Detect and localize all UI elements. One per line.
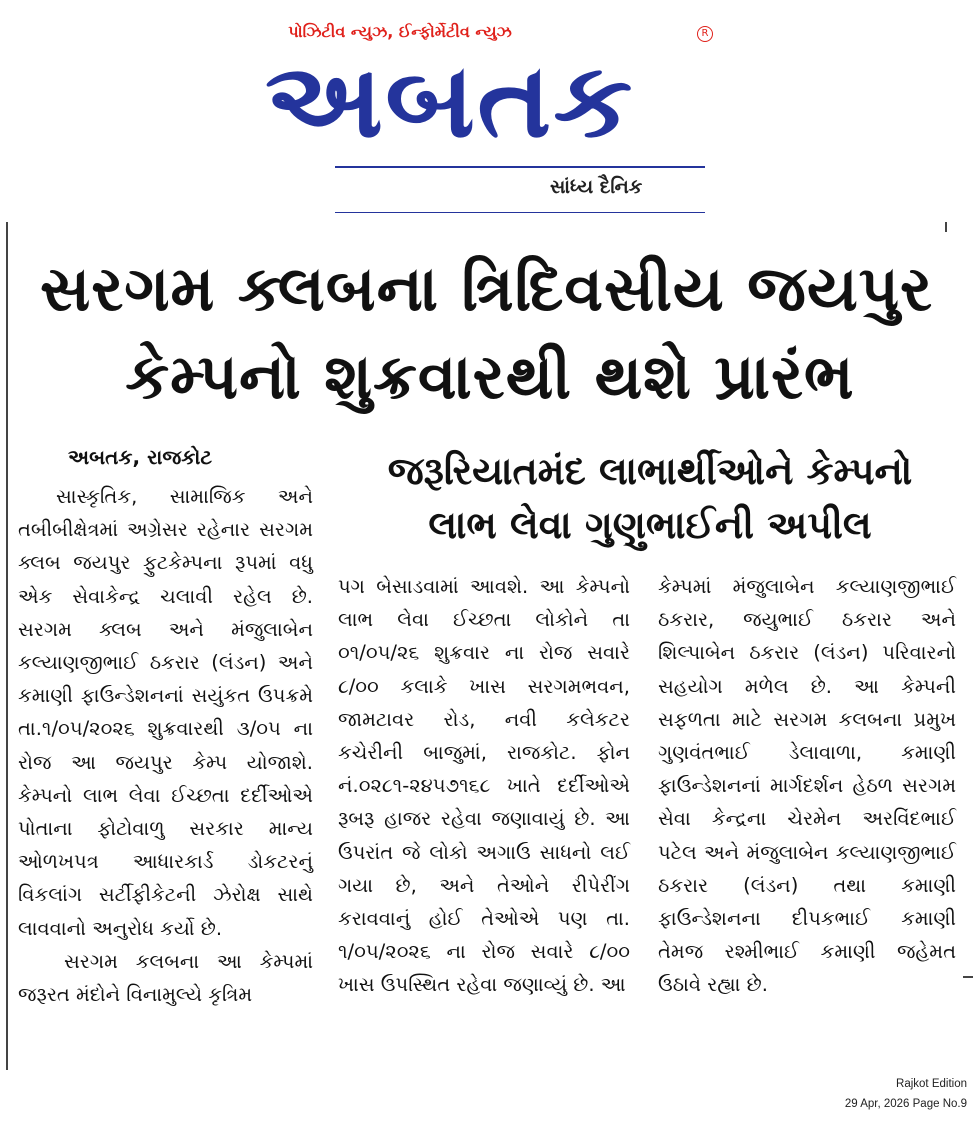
date-page-label: 29 Apr, 2026 Page No.9 bbox=[844, 1098, 967, 1110]
subheadline-line-1: જરૂરિયાતમંદ લાભાર્થીઓને કેમ્પનો bbox=[387, 449, 913, 493]
article-left-rule bbox=[6, 222, 8, 1070]
masthead bbox=[265, 18, 715, 208]
newspaper-logo: અબતક bbox=[265, 41, 635, 161]
headline-line-2: કેમ્પનો શુક્રવારથી થશે પ્રારંભ bbox=[125, 340, 855, 413]
crop-mark bbox=[945, 222, 947, 232]
article-column-1 bbox=[18, 480, 313, 1011]
article-column-2 bbox=[338, 570, 630, 1002]
dateline: અબતક, રાજકોટ bbox=[68, 445, 213, 469]
crop-mark bbox=[963, 976, 973, 978]
masthead-underline bbox=[335, 212, 705, 213]
column-1-paragraph-2: સરગમ કલબના આ કેમ્પમાં જરૂરત મંદોને વિનામુલ્યે કૃત્રિમ bbox=[18, 949, 313, 1007]
column-3-paragraph-1: કેમ્પમાં મંજુલાબેન કલ્યાણજીભાઈ ઠકરાર, જયુભાઈ ઠકરાર અને શિલ્પાબેન ઠકરાર (લંડન) પરિવારનો સહયોગ મળેલ છે. આ કેમ્પની સફળતા માટે સરગમ કલબના પ્રમુખ ગુણવંતભાઈ ડેલાવાળા, કમાણી ફાઉન્ડેશનનાં માર્ગદર્શન હેઠળ સરગમ સેવા કેન્દ્રના ચેરમેન અરવિંદભાઈ પટેલ અને મંજુલાબેન કલ્યાણજીભાઈ ઠકરાર (લંડન) તથા કમાણી ફાઉન્ડેશનના દીપકભાઈ કમાણી તેમજ રશ્મીભાઈ કમાણી જહેમત ઉઠાવે રહ્યા છે. bbox=[658, 575, 956, 997]
masthead-divider bbox=[335, 166, 705, 168]
subheadline-line-2: લાભ લેવા ગુણુભાઈની અપીલ bbox=[428, 503, 872, 547]
masthead-tagline: પોઝિટીવ ન્યુઝ, ઈન્ફોર્મેટીવ ન્યુઝ bbox=[288, 22, 512, 41]
column-1-paragraph-1: સાસ્કૃતિક, સામાજિક અને તબીબીક્ષેત્રમાં અગ્રેસર રહેનાર સરગમ ક્લબ જયપુર ફુટકેમ્પના રૂપમાં વધુ એક સેવાકેન્દ્ર ચલાવી રહેલ છે. સરગમ ક્લબ અને મંજુલાબેન કલ્યાણજીભાઈ ઠકરાર (લંડન) અને કમાણી ફાઉન્ડેશનનાં સયુંકત ઉપક્રમે તા.૧/૦૫/૨૦૨૬ શુક્રવારથી ૩/૦૫ ના રોજ આ જયપુર કેમ્પ યોજાશે. કેમ્પનો લાભ લેવા ઈચ્છતા દર્દીઓએ પોતાના ફોટોવાળુ સરકાર માન્ય ઓળખપત્ર આધારકાર્ડ ડોકટરનું વિકલાંગ સર્ટીફીકેટની ઝેરોક્ષ સાથે લાવવાનો અનુરોધ કર્યો છે. bbox=[18, 485, 313, 940]
registered-trademark-icon: R bbox=[697, 26, 713, 42]
column-2-paragraph-1: પગ બેસાડવામાં આવશે. આ કેમ્પનો લાભ લેવા ઈચ્છતા લોકોને તા ૦૧/૦૫/૨૬ શુક્રવાર ના રોજ સવારે ૮/૦૦ કલાકે ખાસ સરગમભવન, જામટાવર રોડ, નવી કલેકટર કચેરીની બાજુમાં, રાજકોટ. ફોન નં.૦૨૮૧-૨૪૫૭૧૬૮ ખાતે દર્દીઓએ રૂબરૂ હાજર રહેવા જણાવાયું છે. આ ઉપરાંત જે લોકો અગાઉ સાધનો લઈ ગયા છે, અને તેઓને રીપેરીંગ કરાવવાનું હોઈ તેઓએ પણ તા. ૧/૦૫/૨૦૨૬ ના રોજ સવારે ૮/૦૦ ખાસ ઉપસ્થિત રહેવા જણાવ્યું છે. આ bbox=[338, 575, 630, 997]
headline-line-1: સરગમ ક્લબના ત્રિદિવસીય જયપુર bbox=[39, 252, 934, 325]
edition-label: Rajkot Edition bbox=[896, 1078, 967, 1090]
article-column-3 bbox=[658, 570, 956, 1002]
masthead-subtitle: સાંધ્ય દૈનિક bbox=[550, 176, 643, 198]
